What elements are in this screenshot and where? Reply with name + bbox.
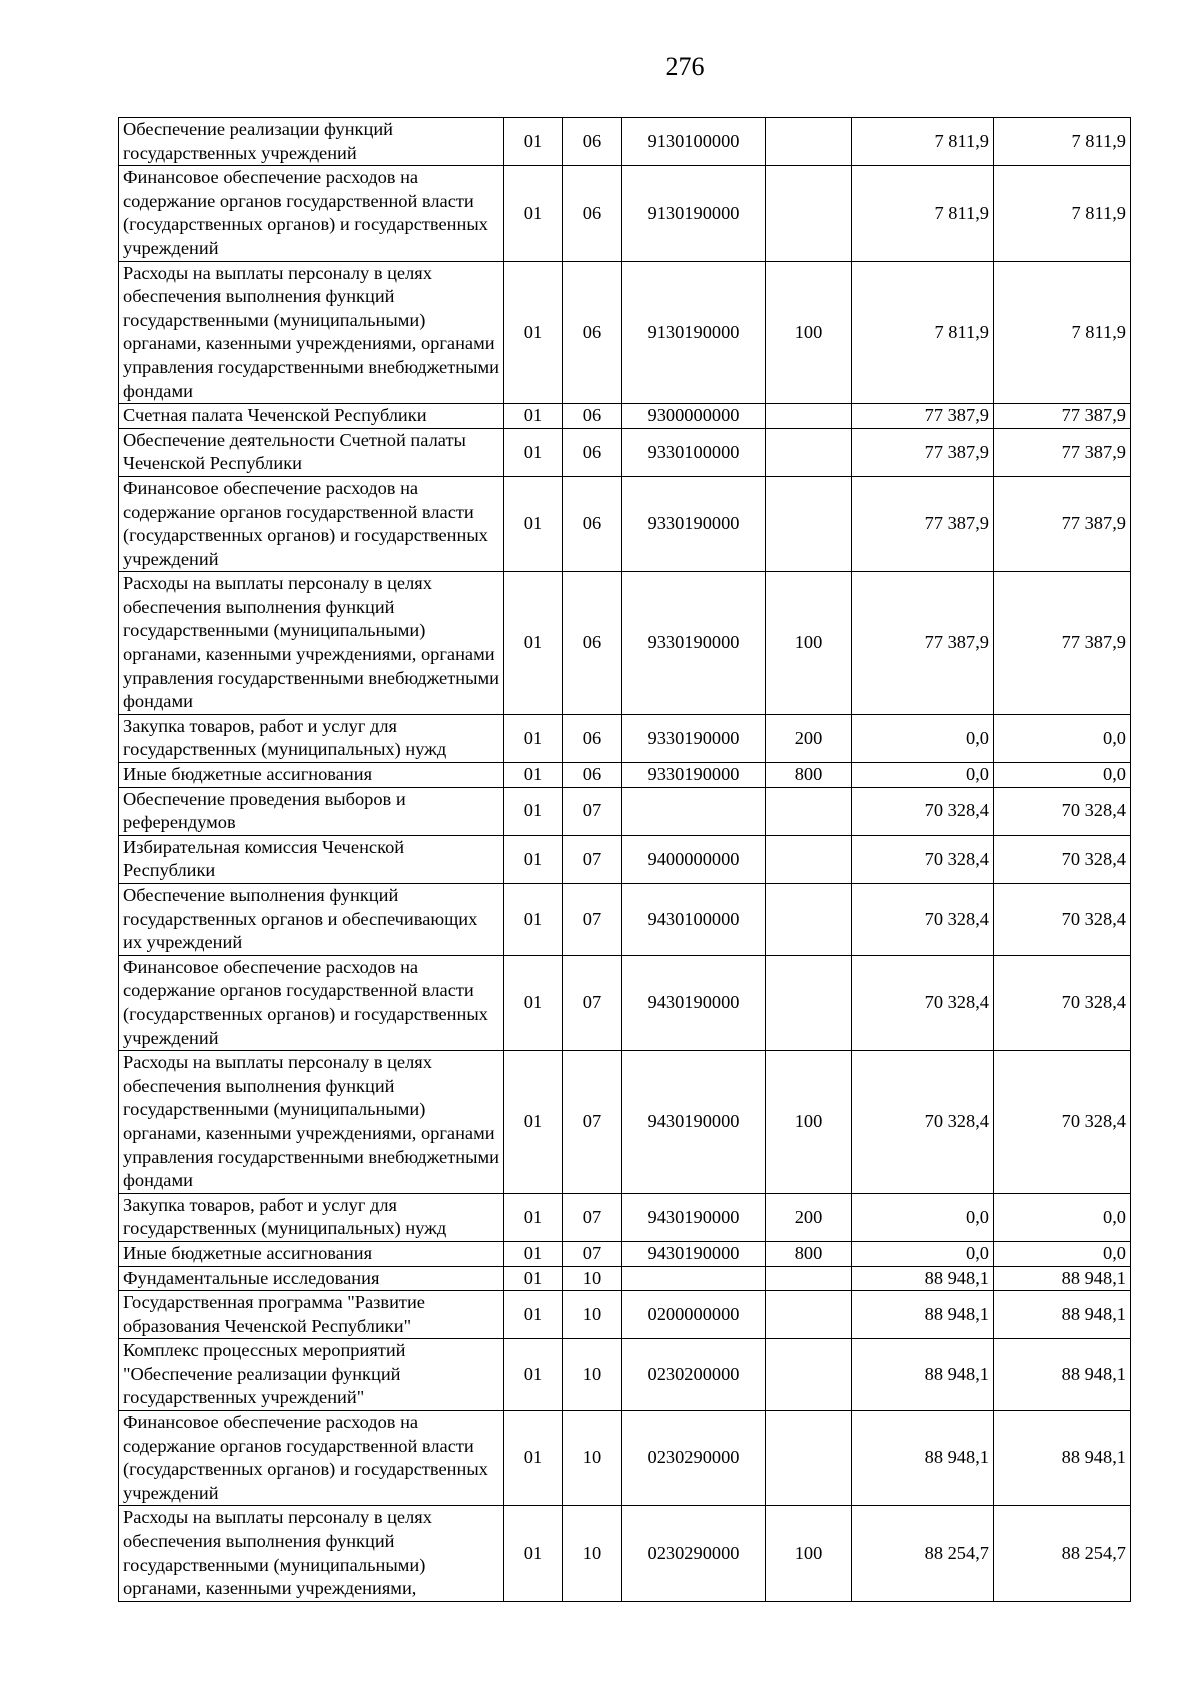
amount-year1-cell: 70 328,4 bbox=[852, 955, 994, 1050]
table-row bbox=[119, 955, 1131, 1050]
expense-type-cell bbox=[766, 404, 852, 429]
section-code-cell: 01 bbox=[504, 884, 563, 956]
section-code-cell: 01 bbox=[504, 835, 563, 883]
amount-year2-cell: 7 811,9 bbox=[994, 261, 1131, 404]
expense-name-cell: Иные бюджетные ассигнования bbox=[119, 763, 504, 788]
target-article-cell: 0200000000 bbox=[622, 1291, 766, 1339]
expense-name-cell: Обеспечение проведения выборов и референдумов bbox=[119, 787, 504, 835]
page-number: 276 bbox=[665, 52, 705, 81]
expense-type-cell: 800 bbox=[766, 1241, 852, 1266]
amount-year2-cell: 0,0 bbox=[994, 714, 1131, 762]
subsection-code-cell: 10 bbox=[563, 1411, 622, 1506]
amount-year2-cell: 70 328,4 bbox=[994, 955, 1131, 1050]
expense-type-cell: 100 bbox=[766, 572, 852, 715]
amount-year1-cell: 88 948,1 bbox=[852, 1266, 994, 1291]
amount-year2-cell: 77 387,9 bbox=[994, 476, 1131, 571]
expense-type-cell bbox=[766, 884, 852, 956]
target-article-cell: 9430190000 bbox=[622, 955, 766, 1050]
expense-type-cell bbox=[766, 428, 852, 476]
expense-name-cell: Избирательная комиссия Чеченской Республики bbox=[119, 835, 504, 883]
target-article-cell: 9330190000 bbox=[622, 714, 766, 762]
table-row bbox=[119, 476, 1131, 571]
amount-year2-cell: 88 254,7 bbox=[994, 1506, 1131, 1601]
subsection-code-cell: 07 bbox=[563, 1051, 622, 1194]
table-row bbox=[119, 428, 1131, 476]
subsection-code-cell: 10 bbox=[563, 1339, 622, 1411]
amount-year1-cell: 77 387,9 bbox=[852, 476, 994, 571]
subsection-code-cell: 06 bbox=[563, 261, 622, 404]
amount-year2-cell: 70 328,4 bbox=[994, 1051, 1131, 1194]
table-row bbox=[119, 404, 1131, 429]
section-code-cell: 01 bbox=[504, 1193, 563, 1241]
target-article-cell: 9430190000 bbox=[622, 1193, 766, 1241]
amount-year1-cell: 88 254,7 bbox=[852, 1506, 994, 1601]
amount-year2-cell: 7 811,9 bbox=[994, 118, 1131, 166]
amount-year2-cell: 70 328,4 bbox=[994, 884, 1131, 956]
expense-type-cell bbox=[766, 1339, 852, 1411]
section-code-cell: 01 bbox=[504, 763, 563, 788]
section-code-cell: 01 bbox=[504, 955, 563, 1050]
table-row bbox=[119, 884, 1131, 956]
section-code-cell: 01 bbox=[504, 1411, 563, 1506]
amount-year1-cell: 0,0 bbox=[852, 1241, 994, 1266]
amount-year1-cell: 0,0 bbox=[852, 763, 994, 788]
target-article-cell: 9300000000 bbox=[622, 404, 766, 429]
section-code-cell: 01 bbox=[504, 118, 563, 166]
amount-year1-cell: 77 387,9 bbox=[852, 428, 994, 476]
amount-year2-cell: 77 387,9 bbox=[994, 428, 1131, 476]
section-code-cell: 01 bbox=[504, 428, 563, 476]
expense-name-cell: Финансовое обеспечение расходов на содержание органов государственной власти (государственных органов) и государственных учреждений bbox=[119, 1411, 504, 1506]
amount-year2-cell: 88 948,1 bbox=[994, 1291, 1131, 1339]
amount-year1-cell: 7 811,9 bbox=[852, 118, 994, 166]
table-row bbox=[119, 1266, 1131, 1291]
amount-year1-cell: 77 387,9 bbox=[852, 404, 994, 429]
subsection-code-cell: 07 bbox=[563, 835, 622, 883]
subsection-code-cell: 06 bbox=[563, 763, 622, 788]
expense-name-cell: Обеспечение деятельности Счетной палаты Чеченской Республики bbox=[119, 428, 504, 476]
section-code-cell: 01 bbox=[504, 1291, 563, 1339]
section-code-cell: 01 bbox=[504, 476, 563, 571]
amount-year2-cell: 0,0 bbox=[994, 1241, 1131, 1266]
expense-type-cell: 200 bbox=[766, 1193, 852, 1241]
expense-type-cell: 100 bbox=[766, 261, 852, 404]
budget-table-body bbox=[119, 118, 1131, 1602]
table-row bbox=[119, 714, 1131, 762]
table-row bbox=[119, 787, 1131, 835]
expense-type-cell bbox=[766, 1291, 852, 1339]
table-row bbox=[119, 261, 1131, 404]
subsection-code-cell: 06 bbox=[563, 404, 622, 429]
section-code-cell: 01 bbox=[504, 1506, 563, 1601]
amount-year2-cell: 70 328,4 bbox=[994, 835, 1131, 883]
amount-year2-cell: 88 948,1 bbox=[994, 1266, 1131, 1291]
expense-name-cell: Расходы на выплаты персоналу в целях обеспечения выполнения функций государственными (муниципальными) органами, казенными учреждениями, органами управления государственными внебюджетными фондами bbox=[119, 261, 504, 404]
target-article-cell: 9330100000 bbox=[622, 428, 766, 476]
table-row bbox=[119, 118, 1131, 166]
amount-year2-cell: 88 948,1 bbox=[994, 1339, 1131, 1411]
subsection-code-cell: 07 bbox=[563, 884, 622, 956]
subsection-code-cell: 06 bbox=[563, 428, 622, 476]
amount-year1-cell: 70 328,4 bbox=[852, 787, 994, 835]
target-article-cell: 9130190000 bbox=[622, 166, 766, 261]
expense-name-cell: Финансовое обеспечение расходов на содержание органов государственной власти (государственных органов) и государственных учреждений bbox=[119, 955, 504, 1050]
expense-type-cell bbox=[766, 787, 852, 835]
expense-type-cell bbox=[766, 476, 852, 571]
target-article-cell: 9130100000 bbox=[622, 118, 766, 166]
section-code-cell: 01 bbox=[504, 1051, 563, 1194]
amount-year1-cell: 88 948,1 bbox=[852, 1339, 994, 1411]
subsection-code-cell: 07 bbox=[563, 787, 622, 835]
expense-type-cell: 800 bbox=[766, 763, 852, 788]
table-row bbox=[119, 572, 1131, 715]
expense-name-cell: Обеспечение реализации функций государственных учреждений bbox=[119, 118, 504, 166]
target-article-cell: 9430190000 bbox=[622, 1241, 766, 1266]
section-code-cell: 01 bbox=[504, 1266, 563, 1291]
target-article-cell: 9430100000 bbox=[622, 884, 766, 956]
section-code-cell: 01 bbox=[504, 572, 563, 715]
target-article-cell: 9130190000 bbox=[622, 261, 766, 404]
expense-name-cell: Расходы на выплаты персоналу в целях обеспечения выполнения функций государственными (муниципальными) органами, казенными учреждениями, органами управления государственными внебюджетными фондами bbox=[119, 572, 504, 715]
expense-type-cell bbox=[766, 955, 852, 1050]
table-row bbox=[119, 1241, 1131, 1266]
expense-name-cell: Расходы на выплаты персоналу в целях обеспечения выполнения функций государственными (муниципальными) органами, казенными учреждениями, bbox=[119, 1506, 504, 1601]
amount-year1-cell: 70 328,4 bbox=[852, 884, 994, 956]
amount-year1-cell: 0,0 bbox=[852, 714, 994, 762]
table-row bbox=[119, 1411, 1131, 1506]
section-code-cell: 01 bbox=[504, 404, 563, 429]
target-article-cell bbox=[622, 787, 766, 835]
expense-name-cell: Закупка товаров, работ и услуг для государственных (муниципальных) нужд bbox=[119, 1193, 504, 1241]
amount-year2-cell: 77 387,9 bbox=[994, 404, 1131, 429]
expense-name-cell: Расходы на выплаты персоналу в целях обеспечения выполнения функций государственными (муниципальными) органами, казенными учреждениями, органами управления государственными внебюджетными фондами bbox=[119, 1051, 504, 1194]
expense-type-cell bbox=[766, 1411, 852, 1506]
expense-name-cell: Фундаментальные исследования bbox=[119, 1266, 504, 1291]
target-article-cell: 9430190000 bbox=[622, 1051, 766, 1194]
amount-year1-cell: 88 948,1 bbox=[852, 1411, 994, 1506]
subsection-code-cell: 06 bbox=[563, 476, 622, 571]
target-article-cell: 9330190000 bbox=[622, 476, 766, 571]
expense-name-cell: Государственная программа "Развитие образования Чеченской Республики" bbox=[119, 1291, 504, 1339]
amount-year2-cell: 7 811,9 bbox=[994, 166, 1131, 261]
section-code-cell: 01 bbox=[504, 166, 563, 261]
budget-table bbox=[118, 117, 1131, 1602]
amount-year1-cell: 0,0 bbox=[852, 1193, 994, 1241]
expense-name-cell: Обеспечение выполнения функций государственных органов и обеспечивающих их учреждений bbox=[119, 884, 504, 956]
subsection-code-cell: 10 bbox=[563, 1266, 622, 1291]
table-row bbox=[119, 166, 1131, 261]
target-article-cell: 0230200000 bbox=[622, 1339, 766, 1411]
expense-type-cell: 100 bbox=[766, 1051, 852, 1194]
section-code-cell: 01 bbox=[504, 1339, 563, 1411]
expense-name-cell: Финансовое обеспечение расходов на содержание органов государственной власти (государственных органов) и государственных учреждений bbox=[119, 476, 504, 571]
amount-year2-cell: 0,0 bbox=[994, 763, 1131, 788]
section-code-cell: 01 bbox=[504, 1241, 563, 1266]
amount-year1-cell: 7 811,9 bbox=[852, 166, 994, 261]
amount-year1-cell: 88 948,1 bbox=[852, 1291, 994, 1339]
target-article-cell: 9400000000 bbox=[622, 835, 766, 883]
amount-year1-cell: 77 387,9 bbox=[852, 572, 994, 715]
amount-year1-cell: 70 328,4 bbox=[852, 1051, 994, 1194]
table-row bbox=[119, 1506, 1131, 1601]
table-row bbox=[119, 1291, 1131, 1339]
expense-type-cell bbox=[766, 1266, 852, 1291]
expense-type-cell bbox=[766, 166, 852, 261]
expense-type-cell: 200 bbox=[766, 714, 852, 762]
subsection-code-cell: 06 bbox=[563, 118, 622, 166]
target-article-cell: 0230290000 bbox=[622, 1506, 766, 1601]
amount-year2-cell: 70 328,4 bbox=[994, 787, 1131, 835]
target-article-cell: 9330190000 bbox=[622, 763, 766, 788]
amount-year1-cell: 70 328,4 bbox=[852, 835, 994, 883]
expense-name-cell: Закупка товаров, работ и услуг для государственных (муниципальных) нужд bbox=[119, 714, 504, 762]
amount-year1-cell: 7 811,9 bbox=[852, 261, 994, 404]
table-row bbox=[119, 1051, 1131, 1194]
subsection-code-cell: 07 bbox=[563, 1241, 622, 1266]
subsection-code-cell: 06 bbox=[563, 166, 622, 261]
expense-type-cell: 100 bbox=[766, 1506, 852, 1601]
expense-name-cell: Финансовое обеспечение расходов на содержание органов государственной власти (государственных органов) и государственных учреждений bbox=[119, 166, 504, 261]
expense-name-cell: Иные бюджетные ассигнования bbox=[119, 1241, 504, 1266]
expense-name-cell: Комплекс процессных мероприятий "Обеспечение реализации функций государственных учреждений" bbox=[119, 1339, 504, 1411]
subsection-code-cell: 10 bbox=[563, 1506, 622, 1601]
target-article-cell: 0230290000 bbox=[622, 1411, 766, 1506]
subsection-code-cell: 10 bbox=[563, 1291, 622, 1339]
section-code-cell: 01 bbox=[504, 261, 563, 404]
expense-type-cell bbox=[766, 118, 852, 166]
amount-year2-cell: 77 387,9 bbox=[994, 572, 1131, 715]
amount-year2-cell: 88 948,1 bbox=[994, 1411, 1131, 1506]
table-row bbox=[119, 1193, 1131, 1241]
subsection-code-cell: 07 bbox=[563, 955, 622, 1050]
table-row bbox=[119, 835, 1131, 883]
section-code-cell: 01 bbox=[504, 787, 563, 835]
subsection-code-cell: 06 bbox=[563, 714, 622, 762]
expense-type-cell bbox=[766, 835, 852, 883]
target-article-cell bbox=[622, 1266, 766, 1291]
subsection-code-cell: 07 bbox=[563, 1193, 622, 1241]
amount-year2-cell: 0,0 bbox=[994, 1193, 1131, 1241]
table-row bbox=[119, 763, 1131, 788]
target-article-cell: 9330190000 bbox=[622, 572, 766, 715]
expense-name-cell: Счетная палата Чеченской Республики bbox=[119, 404, 504, 429]
subsection-code-cell: 06 bbox=[563, 572, 622, 715]
table-row bbox=[119, 1339, 1131, 1411]
section-code-cell: 01 bbox=[504, 714, 563, 762]
